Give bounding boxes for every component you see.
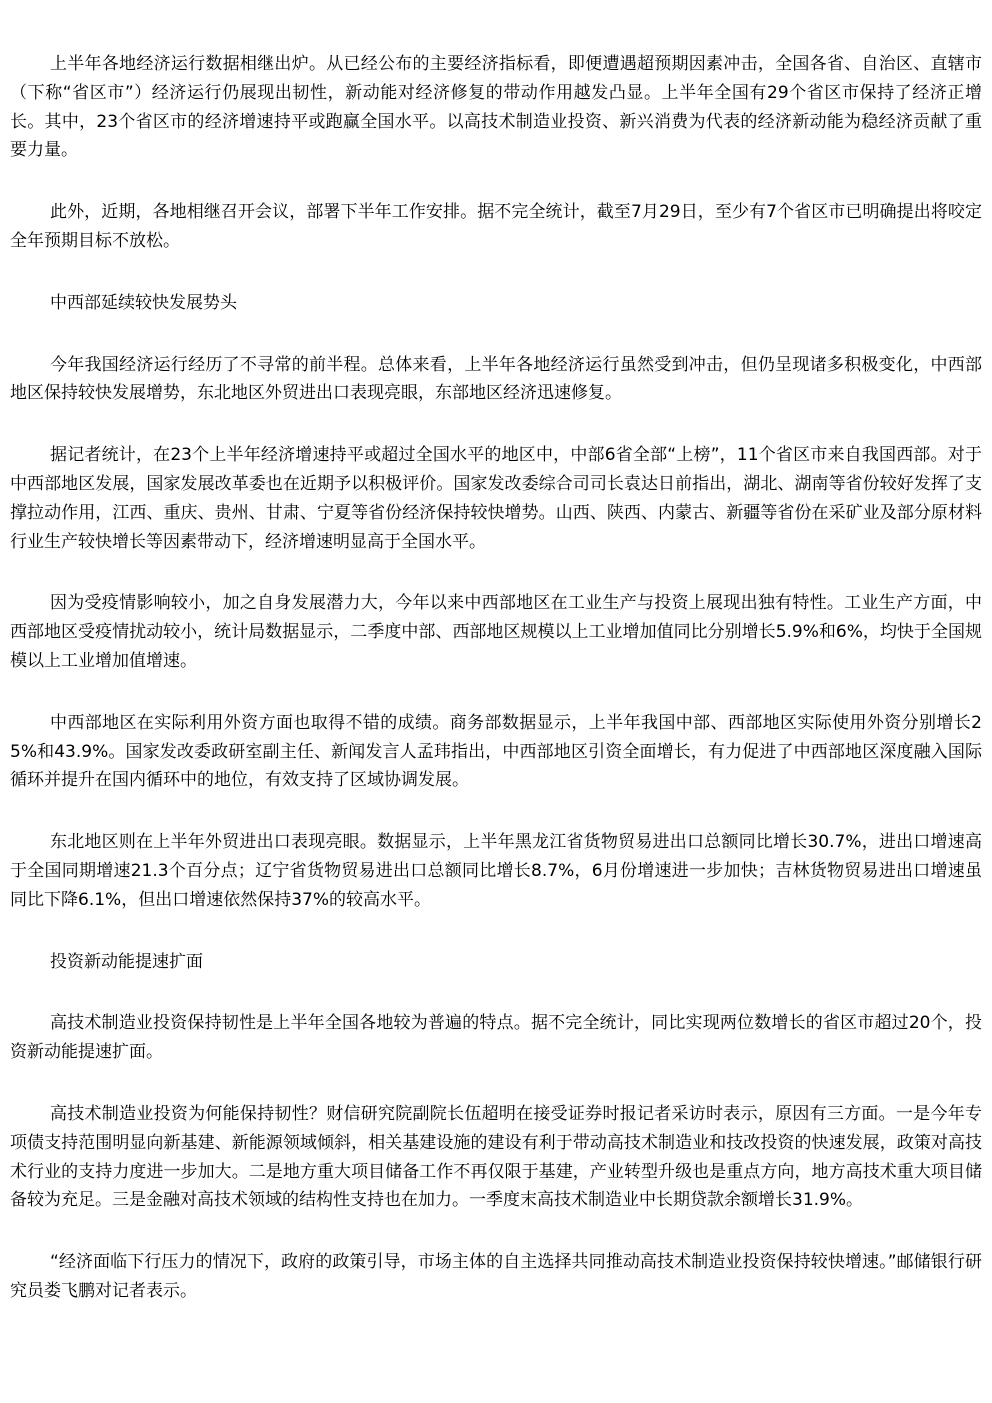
paragraph-4: 据记者统计，在23个上半年经济增速持平或超过全国水平的地区中，中部6省全部“上榜”，11个省区市来自我国西部。对于中西部地区发展，国家发展改革委也在近期予以积极评价。国家发改委综合司司长袁达日前指出，湖北、湖南等省份较好发挥了支撑拉动作用，江西、重庆、贵州、甘肃、宁夏等省份经济保持较快增势。山西、陕西、内蒙古、新疆等省份在采矿业及部分原材料行业生产较快增长等因素带动下，经济增速明显高于全国水平。 [10,445,982,552]
paragraph-2: 此外，近期，各地相继召开会议，部署下半年工作安排。据不完全统计，截至7月29日，至少有7个省区市已明确提出将咬定全年预期目标不放松。 [10,202,982,251]
section-heading-1: 中西部延续较快发展势头 [50,292,237,313]
paragraph-7: 东北地区则在上半年外贸进出口表现亮眼。数据显示，上半年黑龙江省货物贸易进出口总额同比增长30.7%，进出口增速高于全国同期增速21.3个百分点；辽宁省货物贸易进出口总额同比增长8.7%，6月份增速进一步加快；吉林货物贸易进出口增速虽同比下降6.1%，但出口增速依然保持37%的较高水平。 [10,832,982,910]
paragraph-5: 因为受疫情影响较小，加之自身发展潜力大，今年以来中西部地区在工业生产与投资上展现出独有特性。工业生产方面，中西部地区受疫情扰动较小，统计局数据显示，二季度中部、西部地区规模以上工业增加值同比分别增长5.9%和6%，均快于全国规模以上工业增加值增速。 [10,593,982,671]
paragraph-9: 高技术制造业投资为何能保持韧性？财信研究院副院长伍超明在接受证券时报记者采访时表示，原因有三方面。一是今年专项债支持范围明显向新基建、新能源领域倾斜，相关基建设施的建设有利于带动高技术制造业和技改投资的快速发展，政策对高技术行业的支持力度进一步加大。二是地方重大项目储备工作不再仅限于基建，产业转型升级也是重点方向，地方高技术重大项目储备较为充足。三是金融对高技术领域的结构性支持也在加力。一季度末高技术制造业中长期贷款余额增长31.9%。 [10,1103,982,1211]
section-heading-2: 投资新动能提速扩面 [50,951,203,972]
article-body [10,50,982,1339]
paragraph-10: “经济面临下行压力的情况下，政府的政策引导，市场主体的自主选择共同推动高技术制造业投资保持较快增速。”邮储银行研究员娄飞鹏对记者表示。 [10,1252,982,1301]
paragraph-3: 今年我国经济运行经历了不寻常的前半程。总体来看，上半年各地经济运行虽然受到冲击，但仍呈现诸多积极变化，中西部地区保持较快发展增势，东北地区外贸进出口表现亮眼，东部地区经济迅速修复。 [10,354,982,404]
paragraph-6: 中西部地区在实际利用外资方面也取得不错的成绩。商务部数据显示，上半年我国中部、西部地区实际使用外资分别增长25%和43.9%。国家发改委政研室副主任、新闻发言人孟玮指出，中西部地区引资全面增长，有力促进了中西部地区深度融入国际循环并提升在国内循环中的地位，有效支持了区域协调发展。 [10,712,982,791]
paragraph-8: 高技术制造业投资保持韧性是上半年全国各地较为普遍的特点。据不完全统计，同比实现两位数增长的省区市超过20个，投资新动能提速扩面。 [10,1013,982,1063]
paragraph-1: 上半年各地经济运行数据相继出炉。从已经公布的主要经济指标看，即便遭遇超预期因素冲击，全国各省、自治区、直辖市（下称“省区市”）经济运行仍展现出韧性，新动能对经济修复的带动作用越发凸显。上半年全国有29个省区市保持了经济正增长。其中，23个省区市的经济增速持平或跑赢全国水平。以高技术制造业投资、新兴消费为代表的经济新动能为稳经济贡献了重要力量。 [10,54,982,161]
